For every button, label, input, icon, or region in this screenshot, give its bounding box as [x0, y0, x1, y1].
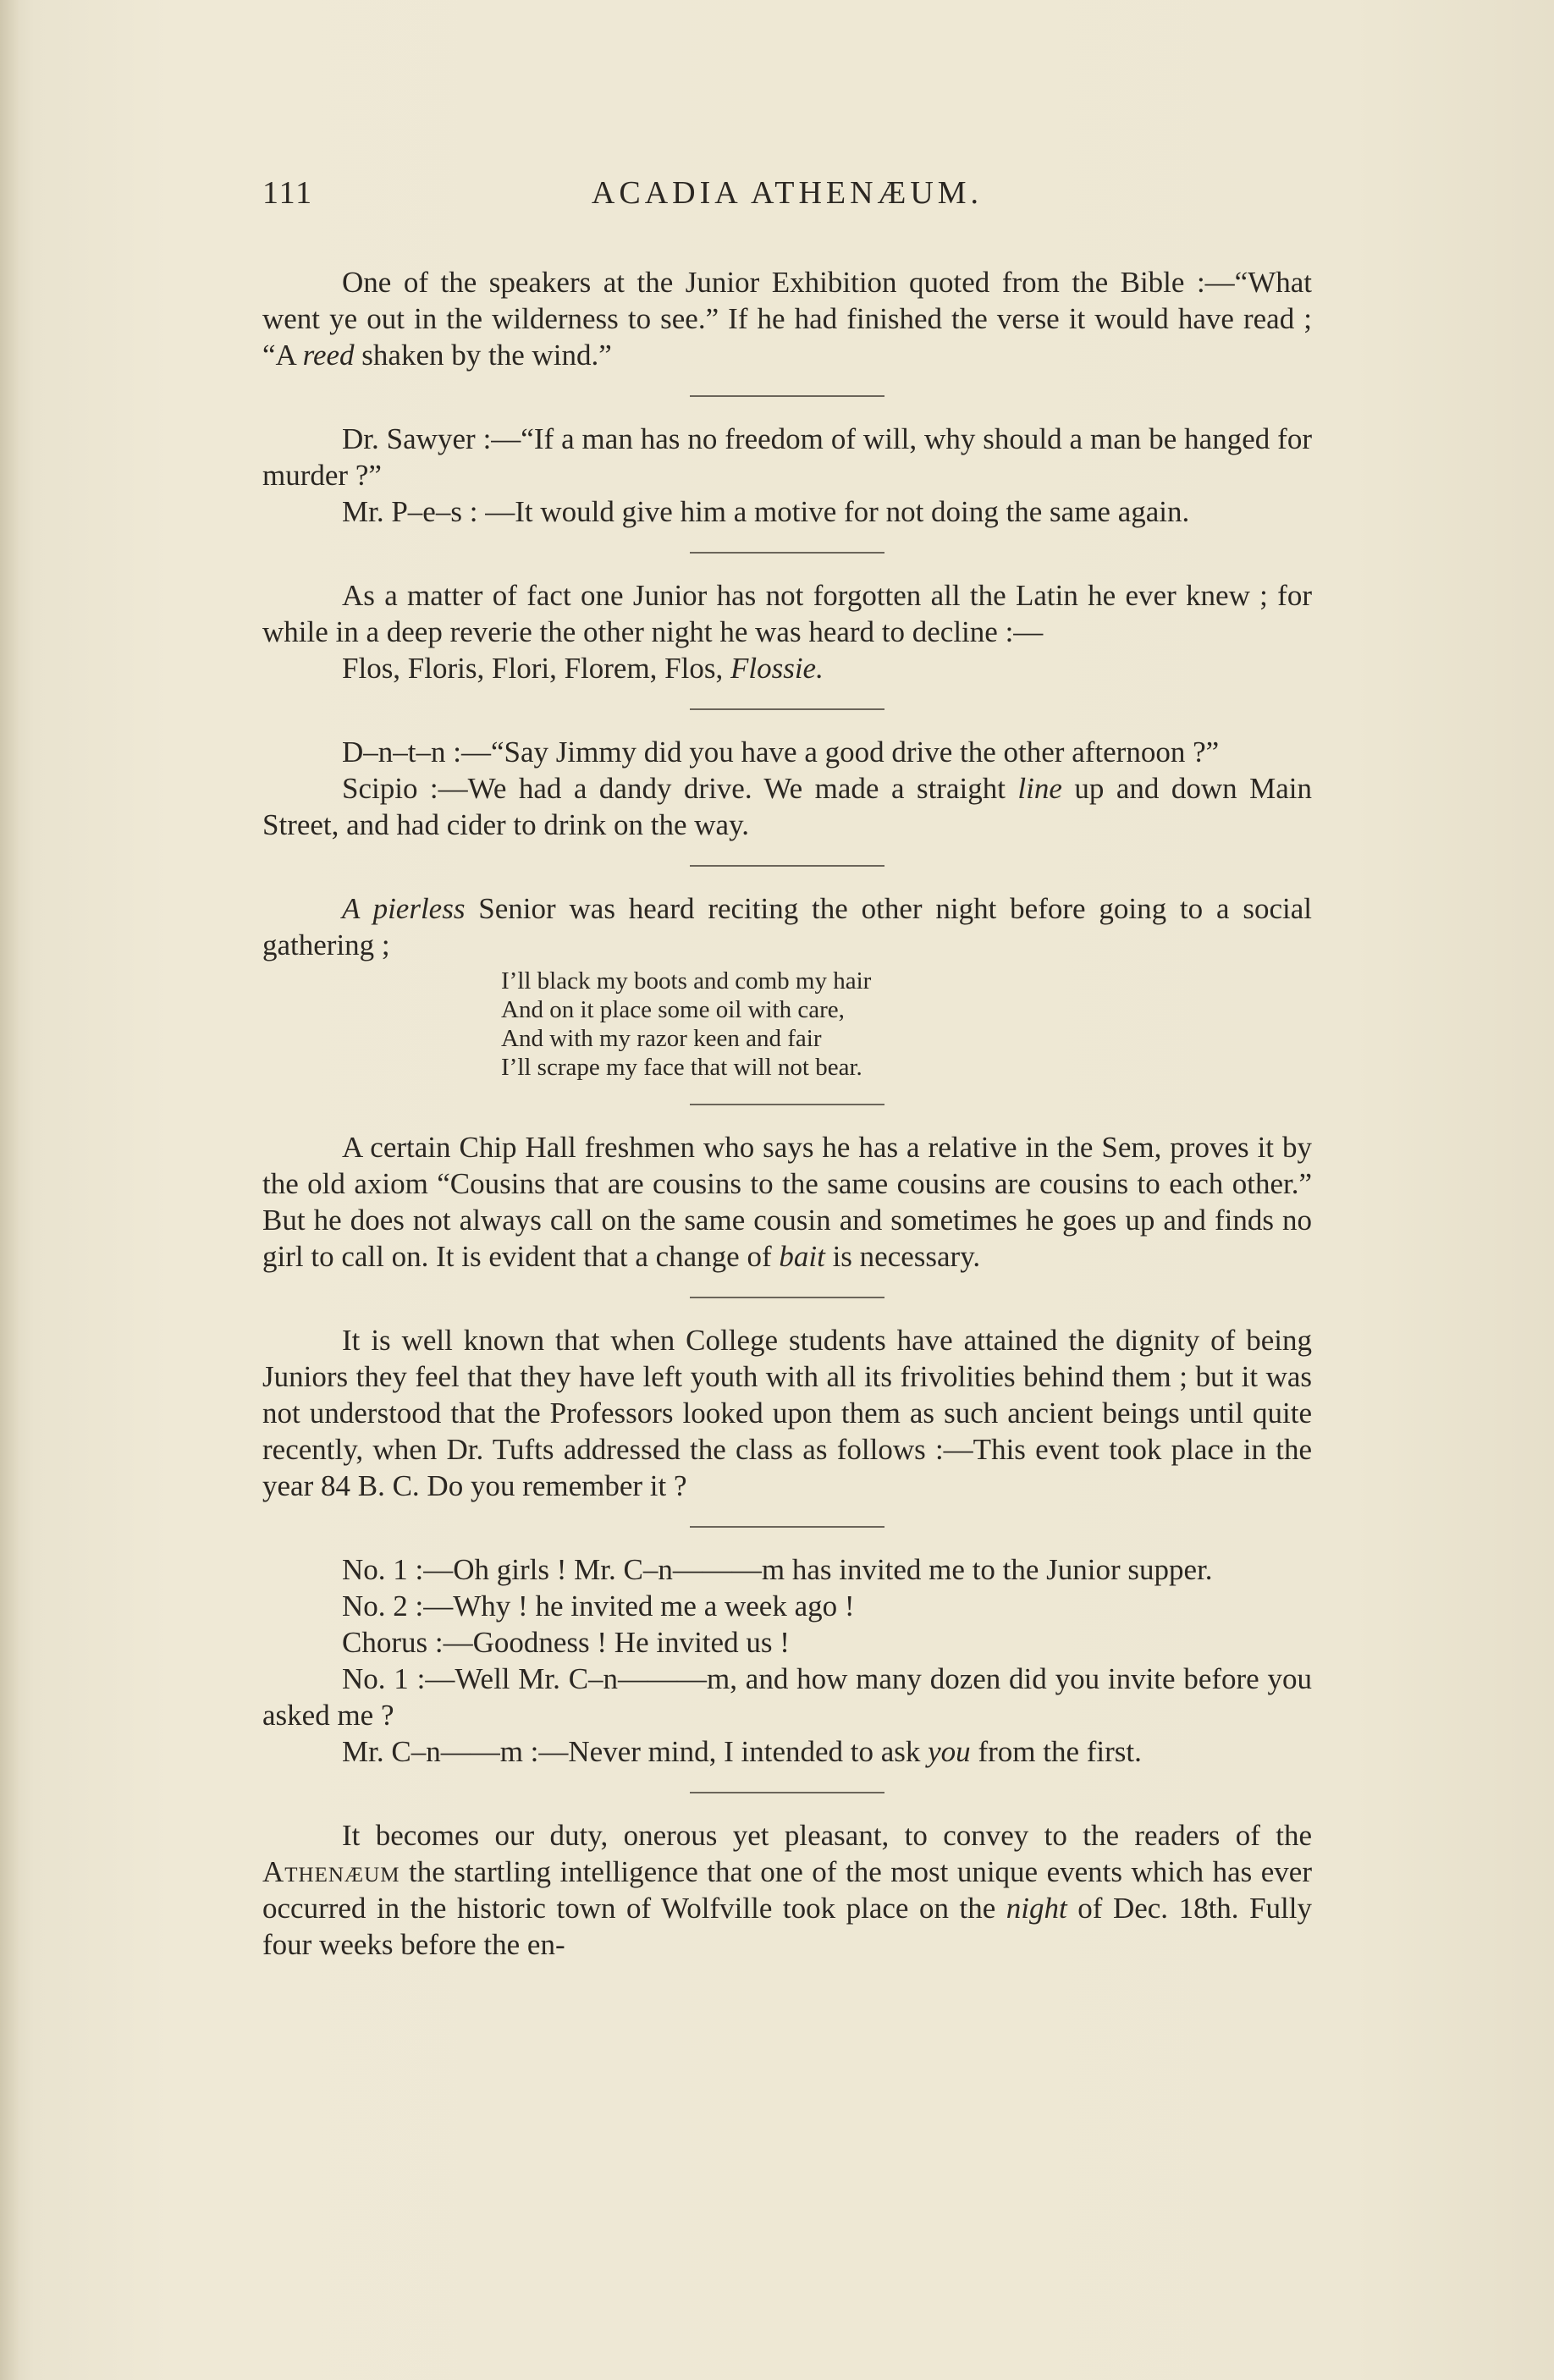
item-dialogue-1: No. 1 :—Oh girls ! Mr. C–n———m has invited me to the Junior supper.: [342, 1553, 1213, 1586]
running-title: ACADIA ATHENÆUM.: [591, 175, 984, 211]
item-dialogue-2: No. 2 :—Why ! he invited me a week ago !: [342, 1589, 855, 1622]
page-edge: [0, 0, 19, 2380]
italic-word: you: [928, 1735, 971, 1768]
poem-line: I’ll scrape my face that will not bear.: [501, 1054, 862, 1081]
separator-rule: [690, 1104, 884, 1105]
italic-word: night: [1006, 1892, 1067, 1925]
italic-word: reed: [302, 339, 355, 372]
item-text: up and down Main Street, and had cider to drink on the way.: [262, 772, 1312, 841]
item-dialogue-5: [262, 1733, 1312, 1770]
item-text: One of the speakers at the Junior Exhibition quoted from the Bible :—“What went ye out in the wilderness to see.” If he had finished the verse it would have read ; “A: [262, 266, 1312, 372]
page-number: 111: [262, 175, 314, 211]
item-junior-exhibition: [262, 264, 1312, 373]
item-pierless-senior: [262, 890, 1312, 963]
italic-word: line: [1017, 772, 1062, 805]
item-sawyer-q: Dr. Sawyer :—“If a man has no freedom of will, why should a man be hanged for murder ?”: [262, 422, 1312, 492]
item-drive-q: D–n–t–n :—“Say Jimmy did you have a good drive the other afternoon ?”: [342, 735, 1220, 769]
italic-word: Flossie.: [730, 652, 824, 685]
item-text: shaken by the wind.”: [354, 339, 612, 372]
item-dialogue-4: No. 1 :—Well Mr. C–n———m, and how many dozen did you invite before you asked me ?: [262, 1662, 1312, 1732]
item-text: A certain Chip Hall freshmen who says he has a relative in the Sem, proves it by the old axiom “Cousins that are cousins to the same cousins are cousins to each other.” But he does not always call on the same cousin and sometimes he goes up and finds no girl to call on. It is evident that a change of: [262, 1131, 1312, 1273]
item-text: Flos, Floris, Flori, Florem, Flos,: [342, 652, 730, 685]
separator-rule: [690, 395, 884, 397]
item-text: It becomes our duty, onerous yet pleasant, to convey to the readers of the: [342, 1819, 1312, 1852]
item-sawyer-a: Mr. P–e–s : —It would give him a motive for not doing the same again.: [342, 495, 1190, 528]
article-body: [262, 264, 1312, 1963]
separator-rule: [690, 708, 884, 710]
poem-stanza: [501, 967, 1312, 1082]
small-caps-word: Athenæum: [262, 1855, 400, 1888]
separator-rule: [690, 1526, 884, 1528]
item-text: from the first.: [970, 1735, 1142, 1768]
item-juniors-dignity: It is well known that when College students have attained the dignity of being Juniors they feel that they have left youth with all its frivolities behind them ; but it was not understood that the Professors looked upon them as such ancient beings until quite recently, when Dr. Tufts addressed the class as follows :—This event took place in the year 84 B. C. Do you remember it ?: [262, 1324, 1312, 1502]
separator-rule: [690, 1792, 884, 1793]
item-chip-hall: [262, 1129, 1312, 1275]
separator-rule: [690, 1297, 884, 1298]
item-startling-intelligence: [262, 1817, 1312, 1963]
item-text: of Dec. 18th. Fully four weeks before the en-: [262, 1892, 1312, 1961]
item-text: is necessary.: [824, 1240, 981, 1273]
poem-line: And with my razor keen and fair: [501, 1025, 822, 1052]
poem-line: And on it place some oil with care,: [501, 996, 845, 1023]
item-latin: As a matter of fact one Junior has not forgotten all the Latin he ever knew ; for while in a deep reverie the other night he was heard to decline :—: [262, 579, 1312, 648]
italic-word: A pierless: [342, 892, 466, 925]
poem-line: I’ll black my boots and comb my hair: [501, 967, 872, 994]
item-text: the startling intelligence that one of the most unique events which has ever occurred in the historic town of Wolfville took place on the: [262, 1855, 1312, 1925]
item-text: Mr. C–n——m :—Never mind, I intended to ask: [342, 1735, 929, 1768]
item-latin-declension: [262, 650, 1312, 686]
page-header: [262, 174, 1312, 225]
item-text: Scipio :—We had a dandy drive. We made a straight: [342, 772, 1018, 805]
separator-rule: [690, 865, 884, 867]
item-text: Senior was heard reciting the other night before going to a social gathering ;: [262, 892, 1312, 961]
separator-rule: [690, 552, 884, 554]
item-dialogue-3: Chorus :—Goodness ! He invited us !: [342, 1626, 790, 1659]
item-drive-a: [262, 770, 1312, 843]
italic-word: bait: [779, 1240, 825, 1273]
